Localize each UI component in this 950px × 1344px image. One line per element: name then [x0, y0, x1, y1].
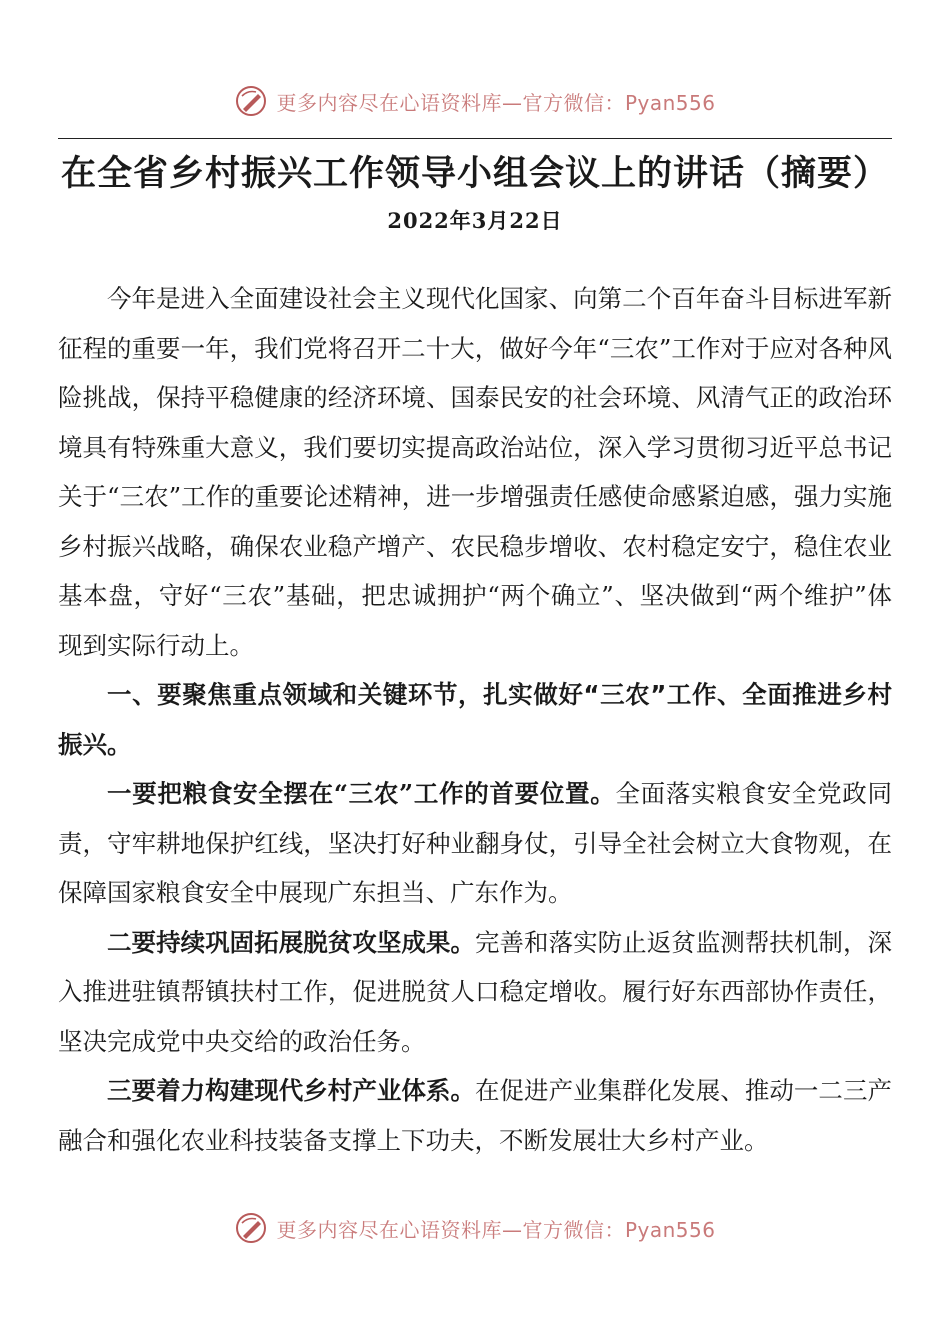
document-body: [58, 274, 892, 1165]
point-paragraph: [58, 769, 892, 918]
point-text: 完善和落实防止返贫监测帮扶机制，深入推进驻镇帮镇扶村工作，促进脱贫人口稳定增收。履行好东西部协作责任，坚决完成党中央交给的政治任务。: [58, 927, 892, 1056]
watermark-header: [0, 84, 950, 118]
watermark-footer: [0, 1211, 950, 1245]
intro-paragraph: 今年是进入全面建设社会主义现代化国家、向第二个百年奋斗目标进军新征程的重要一年，我们党将召开二十大，做好今年“三农”工作对于应对各种风险挑战，保持平稳健康的经济环境、国泰民安的社会环境、风清气正的政治环境具有特殊重大意义，我们要切实提高政治站位，深入学习贯彻习近平总书记关于“三农”工作的重要论述精神，进一步增强责任感使命感紧迫感，强力实施乡村振兴战略，确保农业稳产增产、农民稳步增收、农村稳定安宁，稳住农业基本盘，守好“三农”基础，把忠诚拥护“两个确立”、坚决做到“两个维护”体现到实际行动上。: [58, 284, 892, 660]
pen-nib-logo-icon: [234, 84, 268, 118]
document-title: 在全省乡村振兴工作领导小组会议上的讲话（摘要）: [60, 153, 889, 194]
point-lead: 一要把粮食安全摆在“三农”工作的首要位置。: [107, 779, 616, 808]
section-heading: 一、要聚焦重点领域和关键环节，扎实做好“三农”工作、全面推进乡村振兴。: [58, 680, 892, 759]
pen-nib-logo-icon: [234, 1211, 268, 1245]
header-rule: [58, 138, 892, 139]
watermark-text: 更多内容尽在心语资料库—官方微信：Pyan556: [276, 1217, 716, 1242]
document-date: 2022年3月22日: [387, 208, 563, 233]
point-lead: 二要持续巩固拓展脱贫攻坚成果。: [107, 927, 475, 957]
point-text: 全面落实粮食安全党政同责，守牢耕地保护红线，坚决打好种业翻身仗，引导全社会树立大食物观，在保障国家粮食安全中展现广东担当、广东作为。: [58, 779, 893, 907]
point-paragraph: [58, 918, 892, 1067]
point-text: 在促进产业集群化发展、推动一二三产融合和强化农业科技装备支撑上下功夫，不断发展壮大乡村产业。: [58, 1076, 892, 1155]
watermark-text: 更多内容尽在心语资料库—官方微信：Pyan556: [276, 90, 716, 115]
point-paragraph: [58, 1066, 892, 1165]
point-lead: 三要着力构建现代乡村产业体系。: [107, 1076, 475, 1105]
